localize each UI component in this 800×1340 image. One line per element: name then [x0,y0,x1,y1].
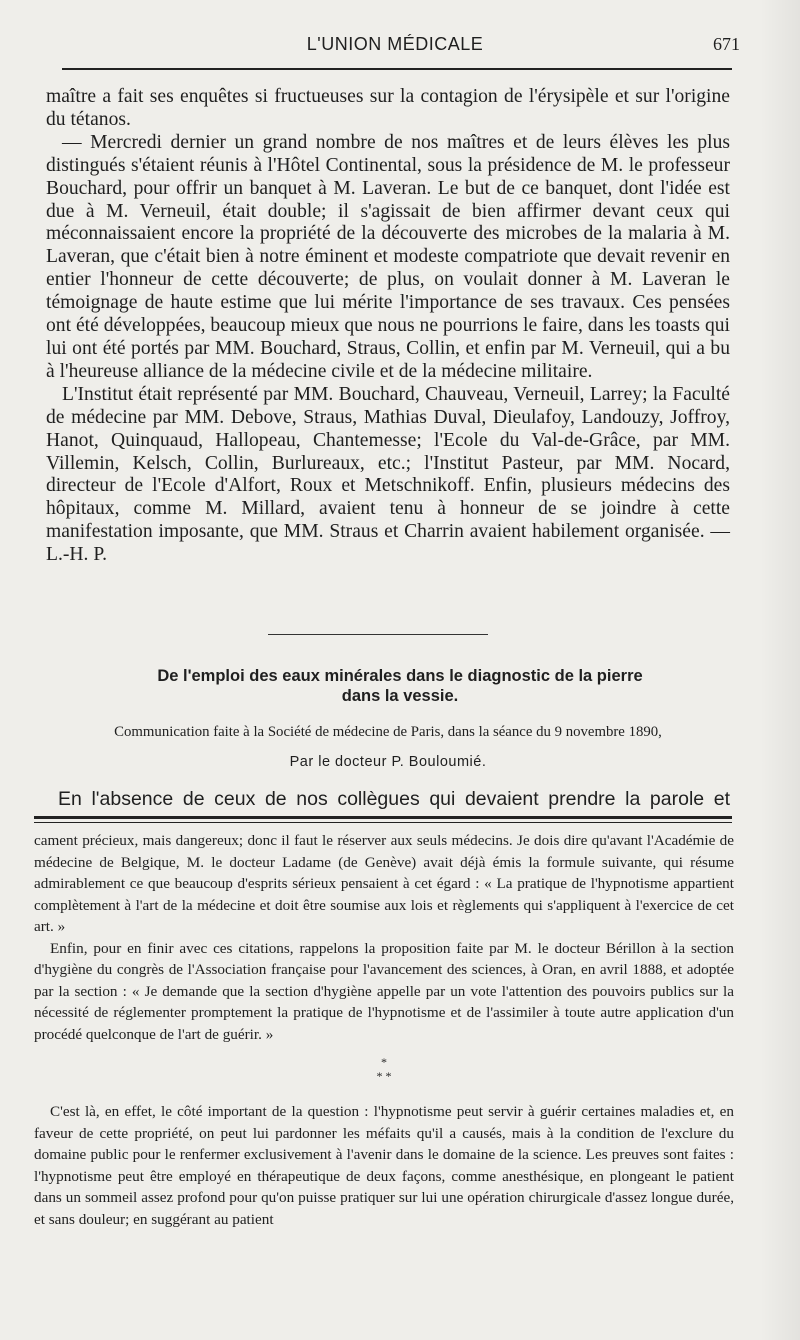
news-paragraph-1: maître a fait ses enquêtes si fructueuses sur la contagion de l'érysipèle et sur l'origine du tétanos. [46,86,730,130]
news-paragraph-3: L'Institut était représenté par MM. Bouchard, Chauveau, Verneuil, Larrey; la Faculté de médecine par MM. Debove, Straus, Mathias Duval, Dieulafoy, Landouzy, Joffroy, Hanot, Quinquaud, Hallopeau, Chantemesse; l'Ecole du Val-de-Grâce, par MM. Villemin, Kelsch, Collin, Burlureaux, etc.; l'Institut Pasteur, par MM. Nocard, directeur de l'Ecole d'Alfort, Roux et Metschnikoff. Enfin, plusieurs médecins des hôpitaux, comme M. Millard, avaient tenu à honneur de se joindre à cette manifestation imposante, que MM. Straus et Charrin avaient habilement organisée. — L.-H. P. [46,383,730,566]
news-section [46,86,730,567]
article-title-line-2: dans la vessie. [341,687,459,705]
article-communication-note: Communication faite à la Société de médecine de Paris, dans la séance du 9 novembre 1890, [114,724,662,740]
header-rule [62,68,732,70]
article-opening-line: En l'absence de ceux de nos collègues qui devaient prendre la parole et [58,788,730,810]
article-title [60,666,740,706]
hypnotism-paragraph-2: Enfin, pour en finir avec ces citations, rappelons la proposition faite par M. le docteur Bérillon à la section d'hygiène du congrès de l'Association française pour l'avancement des sciences, à Oran, en avril 1888, et adoptée par la section : « Je demande que la section d'hygiène appelle par un vote l'attention des pouvoirs publics sur la nécessité de réglementer promptement la pratique de l'hypnotisme et de l'assimiler à toute autre application d'un procédé quelconque de l'art de guérir. » [34,939,734,1043]
double-rule-thin [34,822,732,823]
hypnotism-paragraph-3: C'est là, en effet, le côté important de la question : l'hypnotisme peut servir à guérir certaines maladies et, en faveur de cette propriété, on peut lui pardonner les méfaits qu'il a causés, mais à la condition de l'exclure du domaine public pour le renfermer exclusivement à l'avenir dans le domaine de la science. Les preuves sont faites : l'hypnotisme peut être employé en thérapeutique de deux façons, comme anesthésique, en plongeant le patient dans un sommeil assez profond pour qu'on puisse pratiquer sur lui une opération chirurgicale d'assez longue durée, et sans douleur; en suggérant au patient [34,1103,734,1228]
double-rule-thick [34,816,732,819]
running-header [50,34,740,60]
news-paragraph-2: — Mercredi dernier un grand nombre de nos maîtres et de leurs élèves les plus distingués s'étaient réunis à l'Hôtel Continental, sous la présidence de M. le professeur Bouchard, pour offrir un banquet à M. Laveran. Le but de ce banquet, dont l'idée est due à M. Verneuil, était double; il s'agissait de bien affirmer devant ceux qui méconnaissaient encore la propriété de la découverte des microbes de la malaria à M. Laveran, que c'était bien à notre éminent et modeste compatriote que devait revenir en entier l'honneur de cette découverte; de plus, on voulait donner à M. Laveran le témoignage de haute estime que lui mérite l'importance de ses travaux. Ces pensées ont été développées, beaucoup mieux que nous ne pourrions le faire, dans les toasts qui lui ont été portés par MM. Bouchard, Straus, Collin, et enfin par M. Verneuil, qui a bu à l'heureuse alliance de la médecine civile et de la médecine militaire. [46,131,730,382]
article-author: Par le docteur P. Bouloumié. [289,754,487,770]
hypnotism-section [34,830,734,1230]
asterism-top: * [381,1055,387,1069]
page-number: 671 [713,34,740,54]
asterism-bottom: * * [376,1069,392,1083]
journal-title: L'UNION MÉDICALE [306,34,484,54]
section-divider [268,634,488,635]
article-title-line-1: De l'emploi des eaux minérales dans le diagnostic de la pierre [157,667,643,685]
asterism-separator [34,1055,734,1083]
scan-edge-shadow [760,0,800,1340]
hypnotism-paragraph-1: cament précieux, mais dangereux; donc il faut le réserver aux seuls médecins. Je dois dire qu'avant l'Académie de médecine de Belgique, M. le docteur Ladame (de Genève) avait déjà émis la formule suivante, qui résume admirablement ce que beaucoup d'esprits sérieux pensaient à cet égard : « La pratique de l'hypnotisme appartient complètement à l'art de la médecine et doit être soumise aux lois et règlements qui s'appliquent à l'exercice de cet art. » [34,832,734,935]
